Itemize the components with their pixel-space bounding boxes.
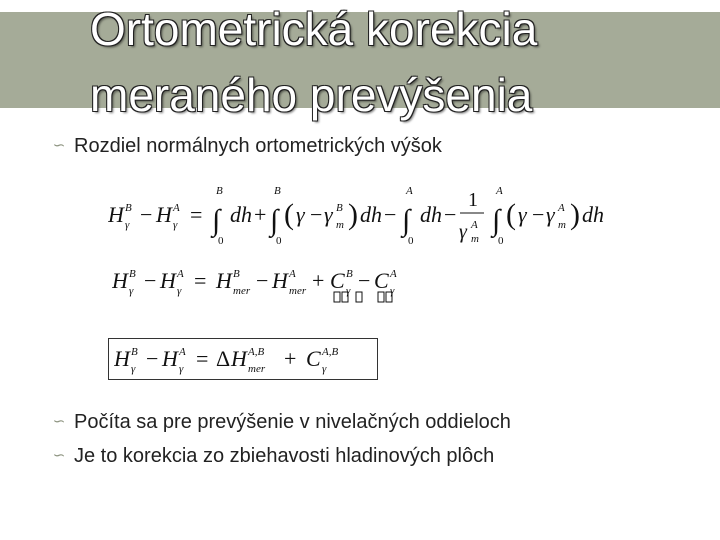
svg-text:m: m [558,219,566,231]
svg-text:+: + [254,202,267,227]
svg-text:γ: γ [346,285,351,297]
svg-text:−: − [532,202,545,227]
svg-text:+: + [312,268,325,293]
svg-text:γ: γ [324,202,333,227]
svg-text:mer: mer [248,363,266,375]
svg-text:mer: mer [233,285,251,297]
svg-text:−: − [358,268,371,293]
svg-text:∫: ∫ [212,204,221,237]
svg-text:∫: ∫ [270,204,279,237]
svg-text:H: H [156,202,172,227]
svg-text:A: A [471,219,478,231]
svg-text:−: − [146,346,159,371]
svg-text:H: H [108,202,124,227]
svg-text:B: B [216,185,223,197]
svg-text:): ) [348,198,358,231]
svg-text:γ: γ [518,202,527,227]
svg-text:dh: dh [420,202,442,227]
svg-text:=: = [194,268,207,293]
equation-boxed-result [114,342,376,378]
svg-text:−: − [384,202,397,227]
svg-text:dh: dh [230,202,252,227]
curly-swirl-icon: ∽ [52,137,66,154]
svg-text:B: B [131,346,138,358]
svg-text:A: A [406,185,413,197]
svg-text:H: H [162,346,178,371]
svg-text:H: H [231,346,247,371]
svg-text:A: A [496,185,503,197]
svg-text:B: B [336,202,343,214]
svg-text:−: − [140,202,153,227]
svg-text:B: B [125,202,132,214]
svg-text:dh: dh [360,202,382,227]
svg-text:Δ: Δ [216,346,231,371]
svg-text:γ: γ [546,202,555,227]
svg-text:−: − [144,268,157,293]
svg-text:∫: ∫ [402,204,411,237]
svg-text:m: m [336,219,344,231]
svg-text:(: ( [284,198,294,231]
svg-text:): ) [570,198,580,231]
svg-text:B: B [274,185,281,197]
slide-title-line-2: meraného prevýšenia [90,69,533,121]
svg-text:A,B: A,B [322,346,339,358]
svg-text:γ: γ [173,219,178,231]
svg-text:0: 0 [276,235,282,247]
svg-text:−: − [256,268,269,293]
slide-title-line-1: Ortometrická korekcia [90,3,538,55]
svg-text:−: − [310,202,323,227]
svg-text:=: = [196,346,209,371]
svg-text:A: A [177,268,184,280]
curly-swirl-icon: ∽ [52,447,66,464]
svg-text:γ: γ [129,285,134,297]
svg-text:B: B [233,268,240,280]
svg-text:γ: γ [296,202,305,227]
svg-text:0: 0 [408,235,414,247]
svg-text:γ: γ [177,285,182,297]
svg-text:γ: γ [390,285,395,297]
svg-text:−: − [444,202,457,227]
svg-text:C: C [330,268,345,293]
svg-text:0: 0 [498,235,504,247]
svg-text:=: = [190,202,203,227]
svg-text:γ: γ [459,221,467,243]
svg-text:0: 0 [218,235,224,247]
svg-text:A,B: A,B [248,346,265,358]
svg-text:B: B [346,268,353,280]
svg-text:C: C [306,346,321,371]
svg-text:H: H [272,268,288,293]
svg-text:H: H [114,346,130,371]
svg-text:A: A [558,202,565,214]
svg-text:(: ( [506,198,516,231]
curly-swirl-icon: ∽ [52,413,66,430]
svg-text:γ: γ [131,363,136,375]
svg-text:H: H [112,268,128,293]
svg-text:dh: dh [582,202,604,227]
svg-text:γ: γ [322,363,327,375]
svg-text:γ: γ [179,363,184,375]
equation-corrected-form [112,262,452,306]
svg-text:+: + [284,346,297,371]
svg-text:m: m [471,233,479,245]
svg-text:γ: γ [125,219,130,231]
svg-text:mer: mer [289,285,307,297]
svg-text:A: A [289,268,296,280]
svg-text:A: A [179,346,186,358]
svg-text:H: H [216,268,232,293]
svg-text:B: B [129,268,136,280]
svg-text:∫: ∫ [492,204,501,237]
equation-integral-form [108,182,608,250]
svg-text:A: A [390,268,397,280]
svg-text:1: 1 [468,189,478,211]
svg-text:C: C [374,268,389,293]
svg-text:A: A [173,202,180,214]
svg-text:H: H [160,268,176,293]
